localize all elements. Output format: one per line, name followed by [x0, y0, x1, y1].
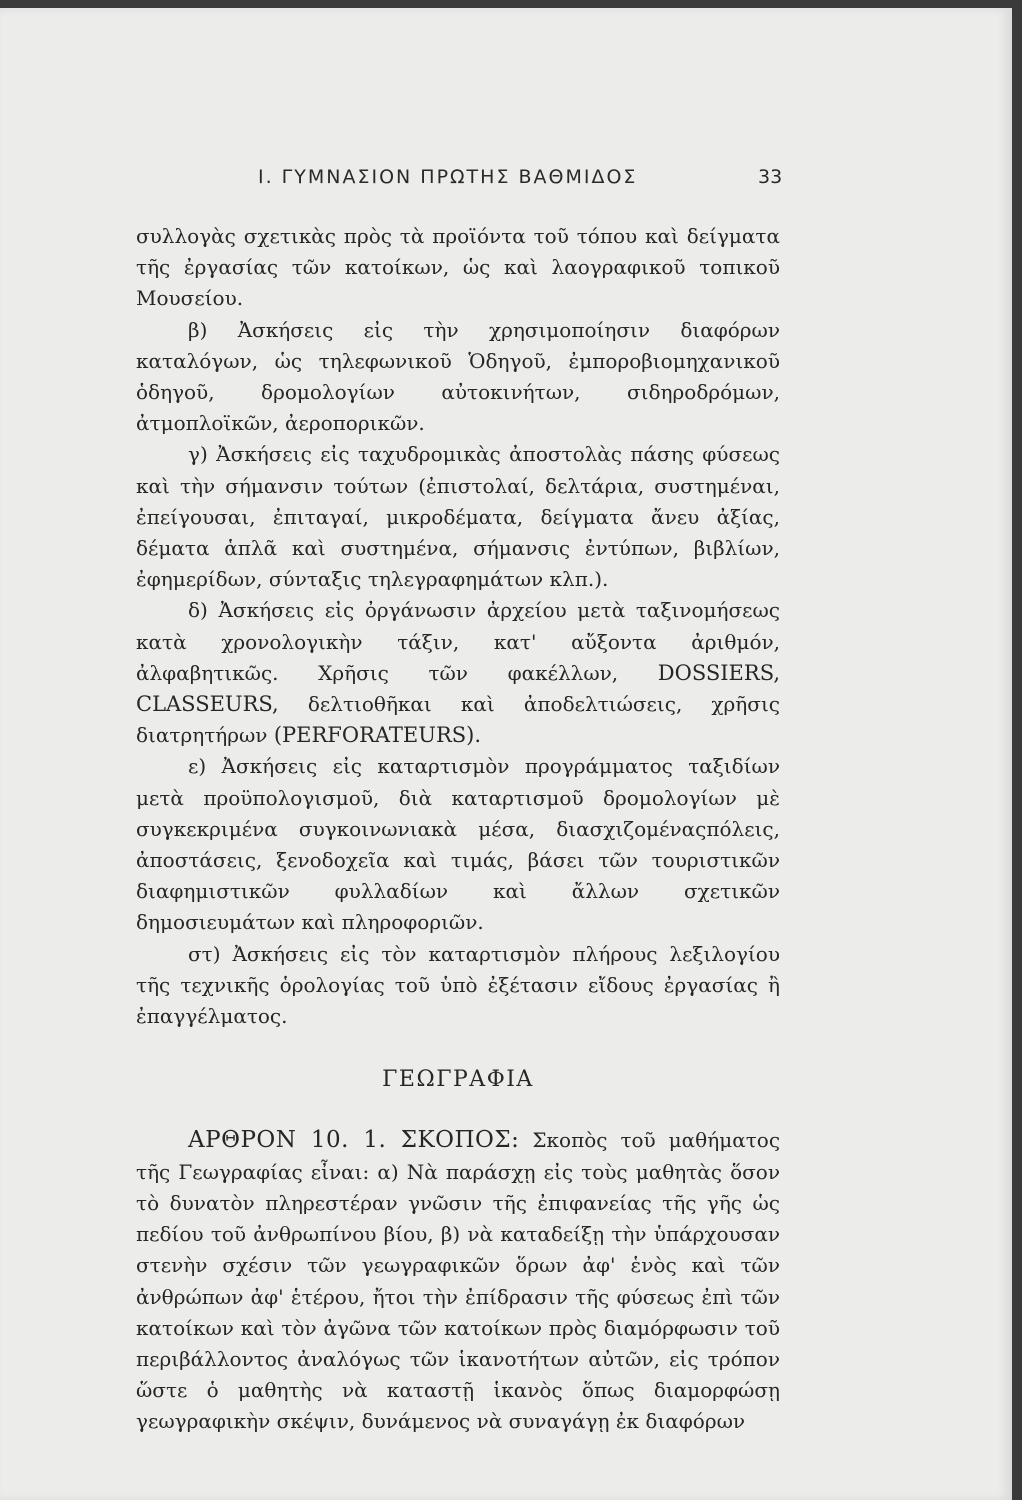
running-head: Ι. ΓΥΜΝΑΣΙΟΝ ΠΡΩΤΗΣ ΒΑΘΜΙΔΟΣ	[258, 166, 638, 188]
paragraph-d	[136, 595, 780, 751]
page-header	[0, 160, 1012, 200]
term-classeurs: CLASSEURS,	[136, 692, 279, 717]
page	[0, 8, 1012, 1500]
paragraph-b: β) Ἀσκήσεις εἰς τὴν χρησιμοποίησιν διαφόρων καταλόγων, ὡς τηλεφωνικοῦ Ὁδηγοῦ, ἐμποροβιομηχανικοῦ ὁδηγοῦ, δρομολογίων αὐτοκινήτων, σιδηροδρόμων, ἀτμοπλοϊκῶν, ἀεροπορικῶν.	[136, 317, 780, 436]
term-dossiers: DOSSIERS,	[657, 660, 781, 685]
article-paragraph	[136, 1125, 780, 1437]
article-label: ΑΡΘΡΟΝ 10. 1. ΣΚΟΠΟΣ:	[188, 1127, 520, 1154]
article-text: Σκοπὸς τοῦ μαθήματος τῆς Γεωγραφίας εἶναι: α) Νὰ παράσχῃ εἰς τοὺς μαθητὰς ὅσον τὸ δυνατὸν πληρεστέραν γνῶσιν τῆς ἐπιφανείας τῆς γῆς ὡς πεδίου τοῦ ἀνθρωπίνου βίου, β) νὰ καταδείξῃ τὴν ὑπάρχουσαν στενὴν σχέσιν τῶν γεωγραφικῶν ὅρων ἀφ' ἑνὸς καὶ τῶν ἀνθρώπων ἀφ' ἑτέρου, ἤτοι τὴν ἐπίδρασιν τῆς φύσεως ἐπὶ τῶν κατοίκων καὶ τὸν ἀγῶνα τῶν κατοίκων πρὸς διαμόρφωσιν τοῦ περιβάλλοντος ἀναλόγως τῶν ἱκανοτήτων αὐτῶν, εἰς τρόπον ὥστε ὁ μαθητὴς νὰ καταστῇ ἱκανὸς ὅπως διαμορφώσῃ γεωγραφικὴν σκέψιν, δυνάμενος νὰ συναγάγῃ ἐκ διαφόρων	[136, 1128, 781, 1434]
paragraph-c: γ) Ἀσκήσεις εἰς ταχυδρομικὰς ἀποστολὰς πάσης φύσεως καὶ τὴν σήμανσιν τούτων (ἐπιστολαί, δελτάρια, συστημέναι, ἐπείγουσαι, ἐπιταγαί, μικροδέματα, δείγματα ἄνευ ἀξίας, δέματα ἁπλᾶ καὶ συστημένα, σήμανσις ἐντύπων, βιβλίων, ἐφημερίδων, σύνταξις τηλεγραφημάτων κλπ.).	[136, 442, 780, 592]
paragraph-d-text-1: δ) Ἀσκήσεις εἰς ὀργάνωσιν ἀρχείου μετὰ ταξινομήσεως κατὰ χρονολογικὴν τάξιν, κατ' αὔξοντα ἀριθμόν, ἀλφαβητικῶς. Χρῆσις τῶν φακέλλων,	[136, 598, 780, 685]
section-title: ΓΕΩΓΡΑΦΙΑ	[382, 1067, 534, 1093]
term-perforateurs: (PERFORATEURS).	[273, 723, 482, 748]
paragraph-continuation: συλλογὰς σχετικὰς πρὸς τὰ προϊόντα τοῦ τόπου καὶ δείγματα τῆς ἐργασίας τῶν κατοίκων, ὡς καὶ λαογραφικοῦ τοπικοῦ Μουσείου.	[136, 224, 780, 311]
page-edge-shadow	[1012, 0, 1022, 1500]
paragraph-e: ε) Ἀσκήσεις εἰς καταρτισμὸν προγράμματος ταξιδίων μετὰ προϋπολογισμοῦ, διὰ καταρτισμοῦ δρομολογίων μὲ συγκεκριμένα συγκοινωνιακὰ μέσα, διασχιζομέναςπόλεις, ἀποστάσεις, ξενοδοχεῖα καὶ τιμάς, βάσει τῶν τουριστικῶν διαφημιστικῶν φυλλαδίων καὶ ἄλλων σχετικῶν δημοσιευμάτων καὶ πληροφοριῶν.	[136, 754, 780, 935]
paragraph-st: στ) Ἀσκήσεις εἰς τὸν καταρτισμὸν πλήρους λεξιλογίου τῆς τεχνικῆς ὁρολογίας τοῦ ὑπὸ ἐξέτασιν εἴδους ἐργασίας ἢ ἐπαγγέλματος.	[136, 941, 780, 1029]
body-text	[136, 221, 780, 1438]
paragraph-d-text-2: δελτιοθῆκαι καὶ ἀποδελτιώσεις, χρῆσις διατρητήρων	[136, 692, 780, 748]
page-number: 33	[758, 166, 783, 188]
